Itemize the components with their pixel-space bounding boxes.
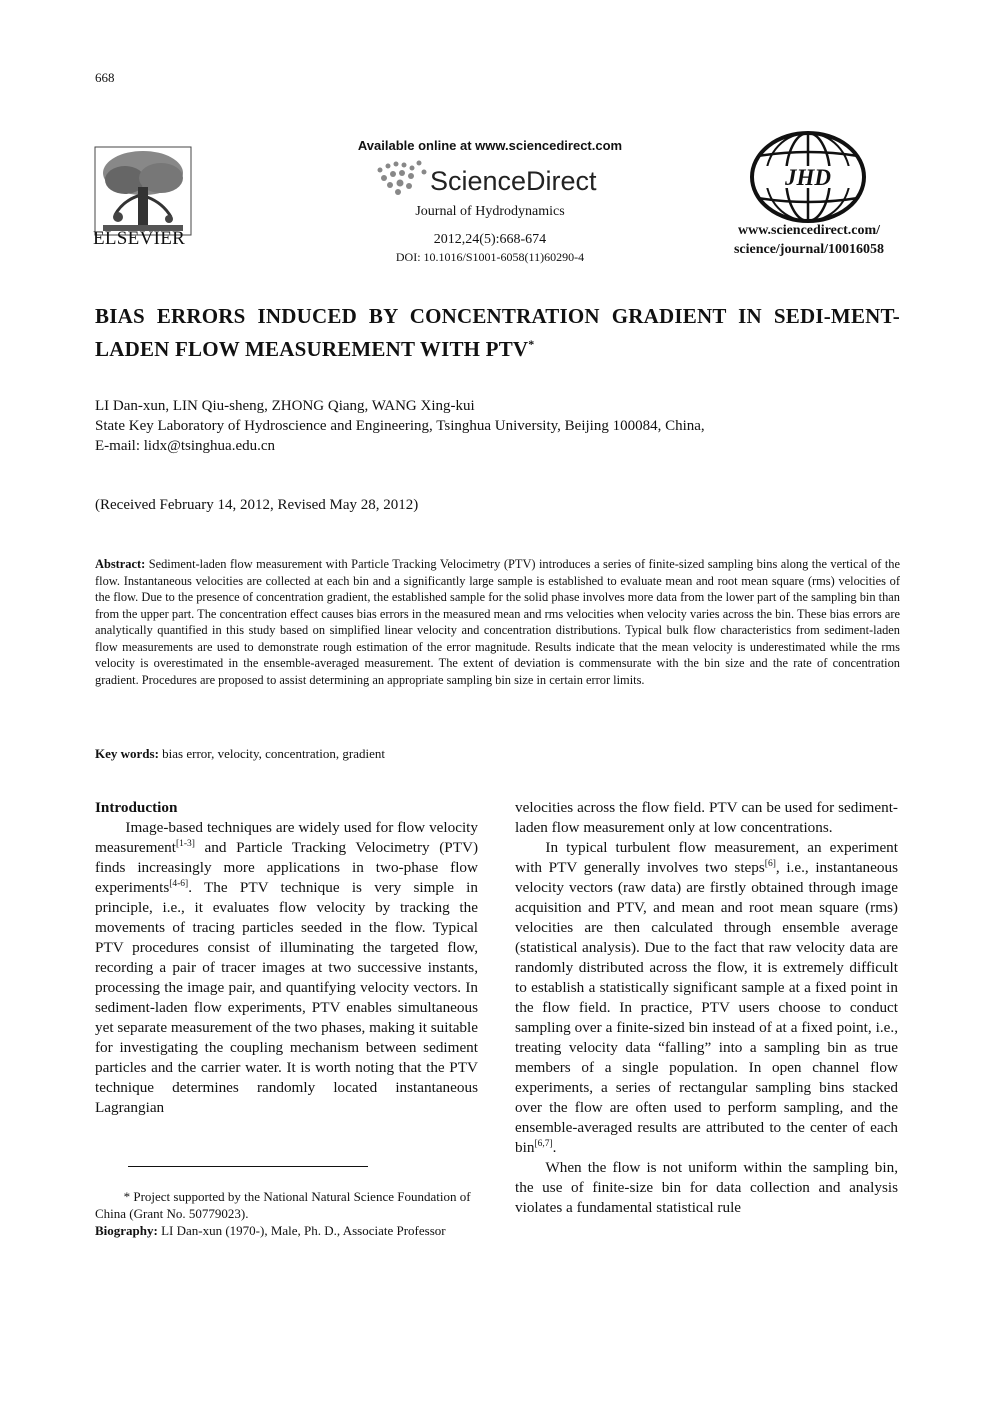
email: E-mail: lidx@tsinghua.edu.cn xyxy=(95,438,276,454)
affiliation: State Key Laboratory of Hydroscience and Engineering, Tsinghua University, Beijing 100084, China, xyxy=(95,418,705,434)
biography-label: Biography: xyxy=(95,1223,158,1238)
received-dates: (Received February 14, 2012, Revised May 28, 2012) xyxy=(95,497,419,513)
sciencedirect-logo xyxy=(372,156,612,198)
intro-paragraph-1-continued: velocities across the flow field. PTV can be used for sediment-laden flow measurement only at low concentrations. xyxy=(515,799,898,836)
paper-title xyxy=(95,302,900,363)
citation: 2012,24(5):668-674 xyxy=(433,232,547,247)
body-column-right xyxy=(515,798,898,1218)
available-online-line: Available online at www.sciencedirect.com xyxy=(357,138,623,153)
intro-paragraph-1: Image-based techniques are widely used for flow velocity measurement[1-3] and Particle Tracking Velocimetry (PTV) finds increasingly more applications in two-phase flow experiments[4-6]. The PTV technique is very simple in principle, i.e., it evaluates flow velocity by tracking the movements of tracing particles seeded in the flow. Typical PTV procedures consist of illuminating the targeted flow, recording a pair of tracer images at two successive instants, processing the image pair, and quantifying velocity vectors. In sediment-laden flow experiments, PTV enables simultaneous yet separate measurement of the two phases, making it suitable for investigating the coupling mechanism between sediment particles and the carrier water. It is worth noting that the PTV technique determines randomly located instantaneous Lagrangian xyxy=(95,819,478,1116)
section-heading-introduction: Introduction xyxy=(95,799,178,816)
project-footnote: * Project supported by the National Natural Science Foundation of China (Grant No. 50779023). xyxy=(95,1189,471,1221)
abstract-label: Abstract: xyxy=(95,557,146,571)
abstract xyxy=(95,556,900,688)
jhd-logo-lettering: JHD xyxy=(785,165,831,190)
elsevier-wordmark: ELSEVIER xyxy=(93,228,186,249)
journal-url-line1: www.sciencedirect.com/ xyxy=(737,223,881,238)
title-footnote-mark: * xyxy=(528,337,535,351)
keywords xyxy=(95,746,900,762)
jhd-globe-logo xyxy=(748,130,868,225)
citation-ref: [1-3] xyxy=(175,838,195,849)
keywords-label: Key words: xyxy=(95,746,159,761)
journal-name: Journal of Hydrodynamics xyxy=(415,204,565,219)
citation-ref: [4-6] xyxy=(169,878,189,889)
footnotes xyxy=(95,1188,478,1239)
authors: LI Dan-xun, LIN Qiu-sheng, ZHONG Qiang, WANG Xing-kui xyxy=(95,398,475,414)
biography-footnote: Biography: LI Dan-xun (1970-), Male, Ph. D., Associate Professor xyxy=(95,1223,446,1238)
citation-ref: [6,7] xyxy=(534,1138,553,1149)
doi: DOI: 10.1016/S1001-6058(11)60290-4 xyxy=(395,250,585,264)
journal-url-line2: science/journal/10016058 xyxy=(733,242,885,257)
abstract-text: Sediment-laden flow measurement with Particle Tracking Velocimetry (PTV) introduces a series of finite-sized sampling bins along the vertical of the flow. Instantaneous velocities are collected at each bin and a significantly large sample is established to evaluate mean and root mean square (rms) velocities of the flow. Due to the presence of concentration gradient, the established sample for the solid phase involves more data from the lower part of the sampling bin than from the upper part. The concentration effect causes bias errors in the measured mean and rms velocities when velocity varies across the bin. These bias errors are analytically quantified in this study based on simplified linear velocity and concentration distributions. Typical bulk flow characteristics from sediment-laden flow measurements are used to demonstrate rough estimation of the error magnitude. Results indicate that the mean velocity is underestimated while the rms velocity is overestimated in the ensemble-averaged measurement. The extent of deviation is commensurate with the bin size and the rate of concentration gradient. Procedures are proposed to assist determining an appropriate sampling bin size in certain error limits. xyxy=(95,557,900,687)
paper-title-text: BIAS ERRORS INDUCED BY CONCENTRATION GRADIENT IN SEDI-MENT-LADEN FLOW MEASUREMENT WITH PTV xyxy=(95,304,900,361)
sciencedirect-wordmark: ScienceDirect xyxy=(430,166,597,196)
intro-paragraph-2: In typical turbulent flow measurement, an experiment with PTV generally involves two steps[6], i.e., instantaneous velocity vectors (raw data) are firstly obtained through image acquisition and PTV, and mean and root mean square (rms) velocities are then calculated through ensemble average (statistical analysis). Due to the fact that raw velocity data are randomly distributed across the flow, it is extremely difficult to establish a statistically significant sample at a fixed point in the flow field. In practice, PTV users choose to conduct sampling over a finite-sized bin instead of at a fixed point, i.e., treating velocity data “falling” into a sampling bin as true members of a single population. In open channel flow experiments, a series of rectangular sampling bins stacked over the flow are often used to perform sampling, and the ensemble-averaged results are attributed to the center of each bin[6,7]. xyxy=(515,839,898,1156)
intro-paragraph-3: When the flow is not uniform within the sampling bin, the use of finite-size bin for data collection and analysis violates a fundamental statistical rule xyxy=(515,1159,898,1216)
page-number: 668 xyxy=(95,70,115,85)
body-column-left xyxy=(95,798,478,1118)
footnote-rule xyxy=(128,1166,368,1167)
journal-url xyxy=(720,221,898,259)
keywords-text: bias error, velocity, concentration, gradient xyxy=(162,746,385,761)
citation-ref: [6] xyxy=(764,858,776,869)
